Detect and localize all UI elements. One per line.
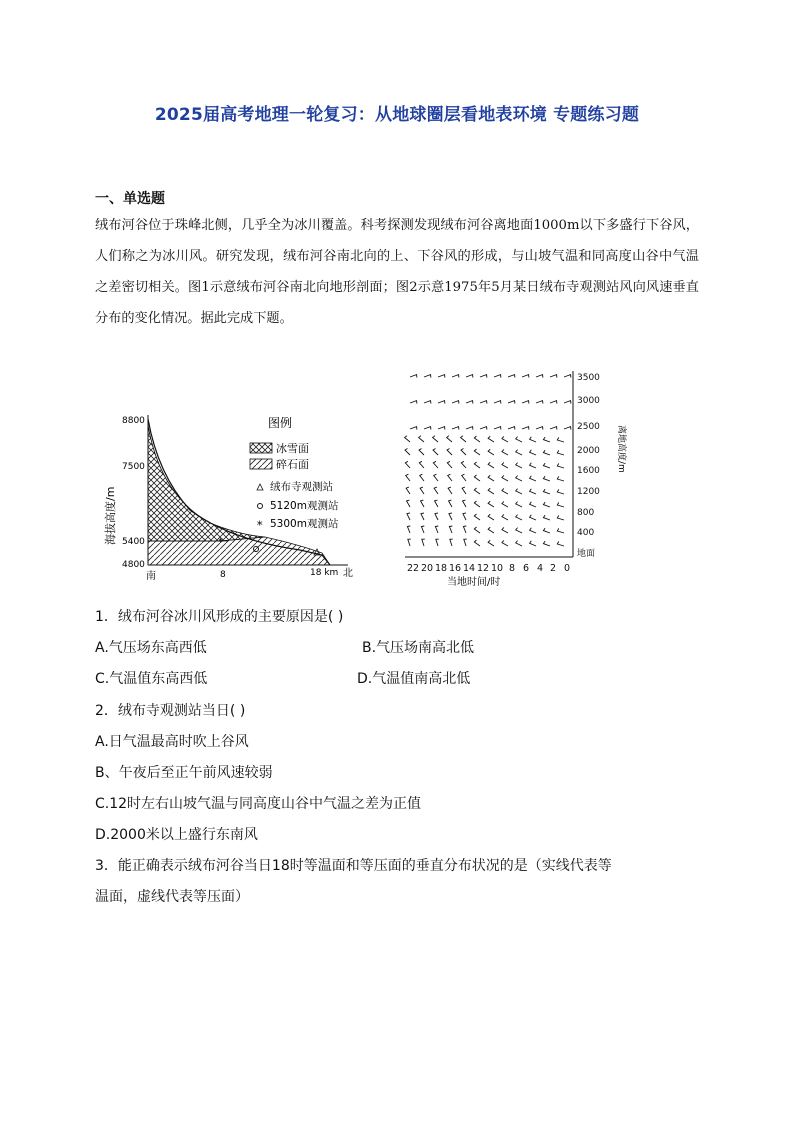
wind-barb — [502, 488, 508, 494]
wind-barb — [536, 375, 543, 378]
wind-barb — [474, 514, 480, 520]
wind-barb — [522, 401, 529, 404]
fig2-xtick-4: 4 — [537, 563, 544, 574]
wind-barb — [407, 526, 410, 533]
wind-barb — [530, 437, 536, 442]
wind-barb — [488, 449, 494, 455]
wind-barb — [419, 461, 424, 468]
wind-barb — [474, 436, 480, 442]
wind-barb — [488, 462, 494, 468]
wind-barb — [424, 375, 431, 378]
fig2-xtick-20: 20 — [421, 563, 434, 574]
wind-barb — [474, 540, 480, 546]
fig2-xtick-10: 10 — [491, 563, 504, 574]
fig2-ytick-1600: 1600 — [577, 466, 600, 476]
wind-barb — [421, 513, 424, 520]
wind-barb — [434, 487, 438, 494]
wind-barb — [508, 427, 515, 430]
fig2-xtick-14: 14 — [463, 563, 476, 574]
fig1-y-label: 海拔高度/m — [104, 486, 117, 545]
question-2-option-c[interactable]: C.12时左右山坡气温与同高度山谷中气温之差为正值 — [95, 796, 422, 812]
wind-barb — [557, 541, 564, 546]
wind-barb — [536, 427, 543, 430]
wind-barb — [508, 401, 515, 404]
wind-barb — [488, 514, 494, 520]
fig2-ytick-ground: 地面 — [577, 549, 596, 559]
fig1-legend-snow: 冰雪面 — [276, 442, 309, 455]
wind-barb — [543, 476, 550, 481]
intro-paragraph: 绒布河谷位于珠峰北侧，几乎全为冰川覆盖。科考探测发现绒布河谷离地面1000m以下多盛行下谷风，人们称之为冰川风。研究发现，绒布河谷南北向的上、下谷风的形成，与山坡气温和同高度山谷中气温之差密切相关。图1示意绒布河谷南北向地形剖面；图2示意1975年5月某日绒布寺观测站风向风速垂直分布的变化情况。据此完成下题。 — [95, 218, 699, 326]
wind-barb — [461, 436, 466, 442]
question-2-option-a[interactable]: A.日气温最高时吹上谷风 — [95, 734, 249, 750]
figure-1-terrain-profile — [100, 405, 365, 585]
wind-barb — [438, 427, 445, 430]
fig2-ytick-400: 400 — [577, 528, 595, 538]
wind-barb — [550, 427, 557, 430]
wind-barb — [502, 540, 508, 546]
wind-barb — [424, 401, 431, 404]
wind-barb — [433, 436, 438, 442]
wind-barb — [436, 539, 439, 546]
wind-barb — [530, 502, 536, 507]
wind-barb — [502, 475, 508, 481]
wind-barb — [452, 427, 459, 430]
wind-barb — [543, 502, 550, 507]
wind-barb — [557, 489, 564, 494]
wind-barb — [407, 500, 411, 507]
fig1-ytick-4800: 4800 — [122, 560, 145, 570]
wind-barb — [421, 500, 425, 507]
wind-barb — [466, 427, 473, 430]
wind-barb — [406, 474, 410, 481]
wind-barb — [405, 449, 410, 456]
question-1-stem: 1．绒布河谷冰川风形成的主要原因是( ) — [95, 609, 344, 625]
wind-barb — [557, 502, 564, 507]
asterisk-icon: * — [257, 519, 263, 532]
wind-barb — [435, 500, 439, 507]
wind-barb — [474, 449, 480, 455]
wind-barb — [516, 541, 522, 546]
wind-barb — [502, 501, 508, 507]
wind-barb — [488, 540, 494, 546]
fig2-xtick-16: 16 — [449, 563, 462, 574]
wind-barb — [530, 463, 536, 468]
wind-barb — [452, 401, 459, 404]
wind-barb — [462, 487, 466, 494]
wind-barb — [516, 463, 522, 468]
wind-barb — [557, 437, 564, 442]
wind-barb — [536, 401, 543, 404]
fig2-ytick-3500: 3500 — [577, 373, 600, 383]
wind-barb — [410, 401, 417, 404]
fig2-ytick-1200: 1200 — [577, 487, 600, 497]
wind-barb — [438, 375, 445, 378]
figure-2-wind-profile — [395, 365, 635, 590]
wind-barb — [522, 427, 529, 430]
question-1-option-d[interactable]: D.气温值南高北低 — [357, 671, 471, 687]
wind-barb — [466, 375, 473, 378]
wind-barb — [494, 427, 501, 430]
fig2-ytick-800: 800 — [577, 508, 595, 518]
wind-barb — [466, 401, 473, 404]
fig2-x-label: 当地时间/时 — [447, 577, 501, 588]
wind-barb — [474, 462, 480, 468]
wind-barb — [421, 526, 424, 533]
fig2-xtick-18: 18 — [435, 563, 448, 574]
wind-barb — [447, 461, 452, 468]
wind-barb — [530, 450, 536, 455]
wind-barb — [516, 437, 522, 442]
wind-barb — [557, 450, 564, 455]
wind-barb — [410, 375, 417, 378]
question-3-stem-line-1: 3．能正确表示绒布河谷当日18时等温面和等压面的垂直分布状况的是（实线代表等 — [95, 858, 612, 874]
wind-barb — [406, 487, 410, 494]
wind-barb — [516, 489, 522, 494]
wind-barb — [419, 436, 424, 442]
wind-barb — [530, 528, 536, 533]
wind-barb — [508, 375, 515, 378]
wind-barb — [516, 528, 522, 533]
wind-barb — [502, 449, 508, 455]
fig1-x-north: 北 — [343, 568, 353, 579]
fig2-xtick-6: 6 — [523, 563, 530, 574]
wind-barb — [516, 515, 522, 520]
wind-barb — [464, 539, 467, 546]
wind-barb — [435, 526, 438, 533]
wind-barb — [522, 375, 529, 378]
wind-barb — [502, 436, 508, 442]
wind-barb — [463, 526, 466, 533]
wind-barb — [447, 436, 452, 442]
wind-barb — [474, 488, 480, 494]
question-2-stem: 2．绒布寺观测站当日( ) — [95, 703, 246, 719]
wind-barb — [449, 526, 452, 533]
fig1-ytick-5400: 5400 — [122, 537, 145, 547]
wind-barb — [543, 489, 550, 494]
fig2-xtick-12: 12 — [477, 563, 490, 574]
fig1-ytick-7500: 7500 — [122, 462, 145, 472]
wind-barb — [557, 463, 564, 468]
wind-barb — [502, 527, 508, 533]
question-2-option-d[interactable]: D.2000米以上盛行东南风 — [95, 827, 258, 843]
wind-barb — [502, 514, 508, 520]
wind-barb — [405, 461, 410, 468]
wind-barb — [543, 515, 550, 520]
wind-barb — [530, 541, 536, 546]
wind-barb — [424, 427, 431, 430]
question-1-option-a[interactable]: A.气压场东高西低 — [95, 640, 207, 656]
wind-barb — [480, 375, 487, 378]
wind-barb — [462, 474, 466, 481]
wind-barb — [410, 427, 417, 430]
fig1-x-end: 18 km — [310, 568, 339, 578]
wind-barb — [557, 476, 564, 481]
fig2-xtick-2: 2 — [550, 563, 557, 574]
wind-barb — [448, 487, 452, 494]
wind-barb — [434, 474, 438, 481]
question-3-stem-line-2: 温面，虚线代表等压面） — [95, 889, 249, 905]
wind-barb — [502, 462, 508, 468]
wind-barb — [564, 401, 571, 404]
question-2-option-b[interactable]: B、午夜后至正午前风速较弱 — [95, 765, 273, 781]
wind-barb — [461, 461, 466, 468]
fig1-x-south: 南 — [146, 571, 156, 582]
wind-barb — [474, 527, 480, 533]
wind-barb — [450, 539, 453, 546]
circle-icon — [258, 504, 263, 509]
wind-barb — [422, 539, 425, 546]
fig2-ytick-2500: 2500 — [577, 422, 600, 432]
wind-barb — [550, 375, 557, 378]
wind-barb — [480, 427, 487, 430]
wind-barb — [408, 539, 411, 546]
wind-barb — [433, 461, 438, 468]
wind-barb — [449, 500, 453, 507]
fig1-legend-station-3: 5300m观测站 — [270, 518, 339, 530]
wind-barb — [488, 436, 494, 442]
wind-barb — [407, 513, 410, 520]
wind-barb — [516, 502, 522, 507]
triangle-icon — [257, 484, 263, 490]
wind-barb — [474, 475, 480, 481]
fig1-legend-station-1: 绒布寺观测站 — [270, 481, 333, 493]
wind-barb — [494, 375, 501, 378]
fig2-ytick-3000: 3000 — [577, 396, 600, 406]
wind-barb — [419, 449, 424, 456]
wind-barb — [557, 515, 564, 520]
wind-barb — [543, 437, 550, 442]
wind-barb — [516, 450, 522, 455]
wind-barb — [480, 401, 487, 404]
wind-barb — [543, 528, 550, 533]
wind-barb — [516, 476, 522, 481]
wind-barb — [449, 513, 452, 520]
wind-barb — [448, 474, 452, 481]
wind-barb — [461, 449, 466, 456]
fig2-xtick-8: 8 — [509, 563, 516, 574]
wind-barb — [463, 513, 466, 520]
section-heading: 一、单选题 — [95, 191, 165, 207]
wind-barb — [488, 488, 494, 494]
wind-barb — [543, 450, 550, 455]
wind-barb — [447, 449, 452, 456]
wind-barb — [438, 401, 445, 404]
wind-barb — [564, 375, 571, 378]
svg-text:*: * — [218, 537, 223, 548]
wind-barb — [488, 501, 494, 507]
wind-barb — [463, 500, 467, 507]
fig1-legend-station-2: 5120m观测站 — [270, 500, 339, 512]
wind-barb — [420, 474, 424, 481]
page-title: 2025届高考地理一轮复习：从地球圈层看地表环境 专题练习题 — [154, 105, 640, 125]
wind-barb — [530, 476, 536, 481]
question-1-option-b[interactable]: B.气压场南高北低 — [362, 640, 475, 656]
wind-barb — [557, 528, 564, 533]
fig2-ytick-2000: 2000 — [577, 446, 600, 456]
fig1-legend-title: 图例 — [268, 416, 293, 430]
fig1-x-mid: 8 — [220, 570, 226, 580]
wind-barb — [564, 427, 571, 430]
fig2-xtick-0: 0 — [564, 563, 571, 574]
wind-barb — [543, 541, 550, 546]
wind-barb — [530, 489, 536, 494]
question-1-option-c[interactable]: C.气温值东高西低 — [95, 671, 208, 687]
wind-barb — [420, 487, 424, 494]
wind-barb — [550, 401, 557, 404]
wind-barb — [405, 436, 410, 442]
wind-barb — [488, 527, 494, 533]
wind-barb — [474, 501, 480, 507]
wind-barb — [433, 449, 438, 456]
wind-barb — [488, 475, 494, 481]
wind-barb — [435, 513, 438, 520]
wind-barb — [530, 515, 536, 520]
fig1-legend-gravel: 碎石面 — [276, 458, 309, 471]
fig1-ytick-8800: 8800 — [122, 416, 145, 426]
fig2-y-label: 离地高度/m — [616, 425, 626, 473]
wind-barb — [494, 401, 501, 404]
fig2-xtick-22: 22 — [407, 563, 420, 574]
wind-barb — [452, 375, 459, 378]
wind-barb — [543, 463, 550, 468]
